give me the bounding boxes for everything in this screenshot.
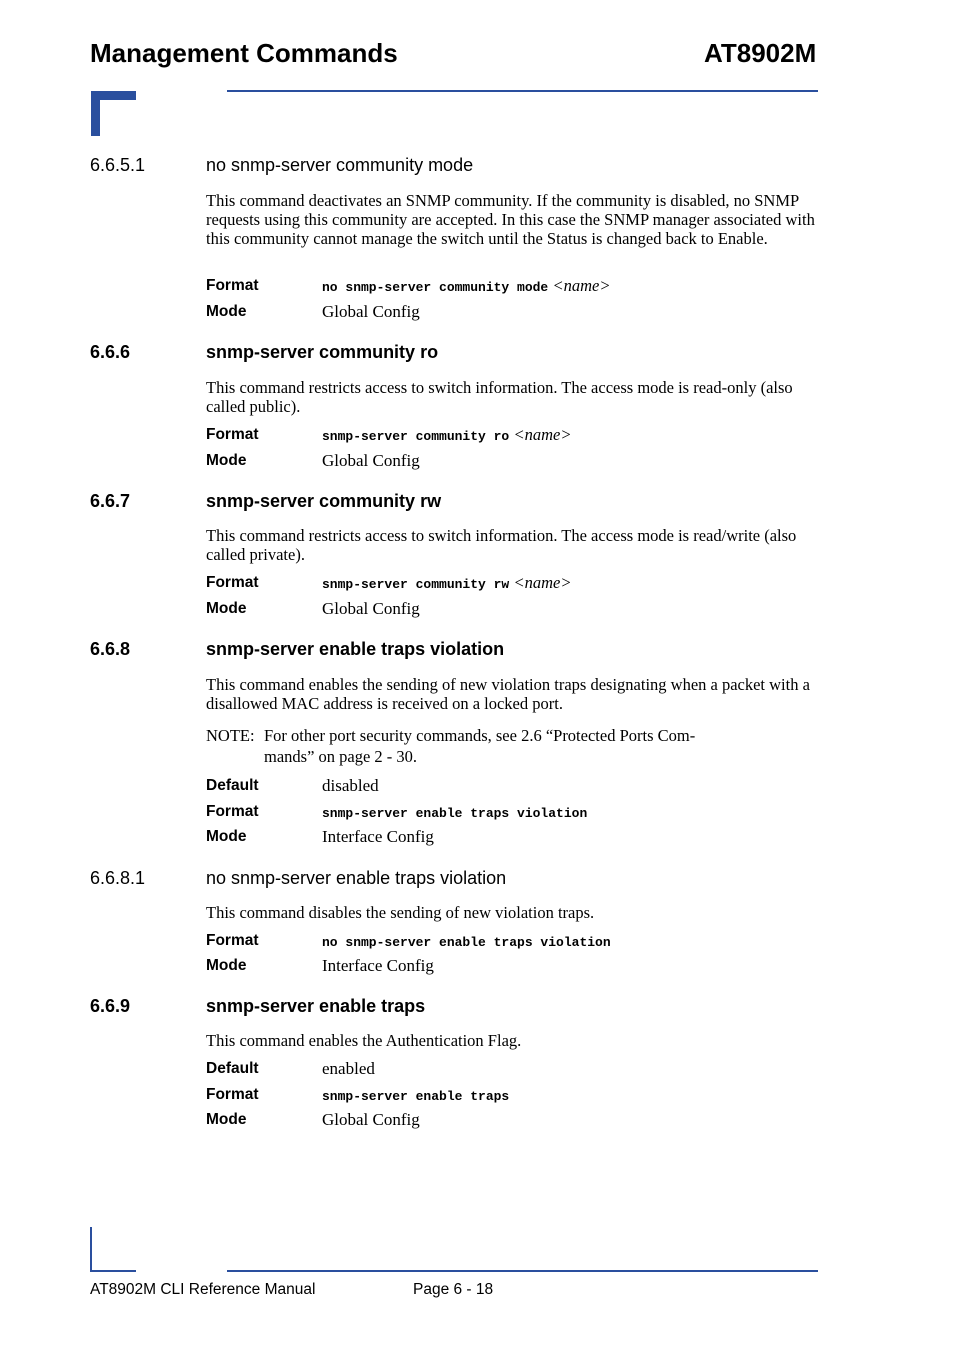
running-header-product: AT8902M xyxy=(704,38,817,68)
format-label: Format xyxy=(206,932,259,949)
format-label: Format xyxy=(206,574,259,591)
format-row xyxy=(206,275,816,297)
section-number: 6.6.7 xyxy=(90,491,131,511)
mode-value: Global Config xyxy=(322,451,420,470)
section-description: This command restricts access to switch information. The access mode is read/write (also called private). xyxy=(206,526,797,564)
default-label: Default xyxy=(206,777,259,794)
mode-value: Interface Config xyxy=(322,827,434,846)
default-value: enabled xyxy=(322,1059,375,1078)
footer-page-number: Page 6 - 18 xyxy=(413,1281,494,1298)
mode-row xyxy=(206,955,816,977)
format-command: snmp-server community rw xyxy=(322,577,510,592)
section-title: no snmp-server community mode xyxy=(206,155,474,175)
mode-value: Global Config xyxy=(322,1110,420,1129)
mode-label: Mode xyxy=(206,1111,247,1128)
format-label: Format xyxy=(206,803,259,820)
note-label: NOTE: xyxy=(206,726,255,745)
section-title: no snmp-server enable traps violation xyxy=(206,868,507,888)
footer-corner-vertical xyxy=(90,1227,92,1272)
section-title: snmp-server enable traps xyxy=(206,996,426,1016)
format-label: Format xyxy=(206,426,259,443)
mode-row xyxy=(206,598,816,620)
section-title: snmp-server enable traps violation xyxy=(206,639,505,659)
section-description: This command deactivates an SNMP community. If the community is disabled, no SNMP requests using this community are accepted. In this case the SNMP manager associated with this community cannot manage the switch until the Status is changed back to Enable. xyxy=(206,191,815,248)
mode-label: Mode xyxy=(206,828,247,845)
footer-corner-horizontal xyxy=(90,1270,136,1272)
format-argument: <name> xyxy=(513,425,572,444)
format-argument: <name> xyxy=(513,573,572,592)
default-value: disabled xyxy=(322,776,379,795)
section-heading xyxy=(90,867,834,889)
format-row xyxy=(206,572,816,594)
format-row xyxy=(206,1084,816,1106)
note-text-line-1: For other port security commands, see 2.6 “Protected Ports Com- xyxy=(264,726,696,745)
mode-label: Mode xyxy=(206,957,247,974)
section-number: 6.6.9 xyxy=(90,996,131,1016)
section-number: 6.6.6 xyxy=(90,342,131,362)
note-text-line-2: mands” on page 2 - 30. xyxy=(264,747,418,766)
default-row xyxy=(206,775,816,797)
format-command: no snmp-server community mode xyxy=(322,280,549,295)
format-row xyxy=(206,801,816,823)
format-argument: <name> xyxy=(552,276,611,295)
format-row xyxy=(206,930,816,952)
mode-row xyxy=(206,450,816,472)
section-heading xyxy=(90,490,834,512)
note-block xyxy=(206,725,766,767)
mode-value: Global Config xyxy=(322,302,420,321)
mode-row xyxy=(206,1109,816,1131)
running-header-title: Management Commands xyxy=(90,38,398,68)
format-command: snmp-server enable traps violation xyxy=(322,806,588,821)
mode-value: Interface Config xyxy=(322,956,434,975)
section-description: This command restricts access to switch information. The access mode is read-only (also called public). xyxy=(206,378,793,416)
format-command: snmp-server enable traps xyxy=(322,1089,510,1104)
footer-rule xyxy=(227,1270,818,1272)
corner-mark-left-bar xyxy=(91,91,100,136)
section-number: 6.6.8.1 xyxy=(90,868,146,888)
mode-label: Mode xyxy=(206,452,247,469)
default-row xyxy=(206,1058,816,1080)
mode-row xyxy=(206,826,816,848)
mode-label: Mode xyxy=(206,600,247,617)
format-label: Format xyxy=(206,277,259,294)
section-number: 6.6.8 xyxy=(90,639,131,659)
header-rule xyxy=(227,90,818,92)
default-label: Default xyxy=(206,1060,259,1077)
section-title: snmp-server community rw xyxy=(206,491,442,511)
format-row xyxy=(206,424,816,446)
footer-manual-title: AT8902M CLI Reference Manual xyxy=(90,1281,316,1298)
section-number: 6.6.5.1 xyxy=(90,155,146,175)
section-heading xyxy=(90,154,834,176)
section-description: This command disables the sending of new violation traps. xyxy=(206,903,595,922)
section-heading xyxy=(90,341,834,363)
mode-row xyxy=(206,301,816,323)
section-heading xyxy=(90,995,834,1017)
format-label: Format xyxy=(206,1086,259,1103)
section-description: This command enables the sending of new violation traps designating when a packet with a disallowed MAC address is received on a locked port. xyxy=(206,675,810,713)
format-command: snmp-server community ro xyxy=(322,429,510,444)
section-title: snmp-server community ro xyxy=(206,342,439,362)
section-heading xyxy=(90,638,834,660)
section-description: This command enables the Authentication Flag. xyxy=(206,1031,522,1050)
mode-label: Mode xyxy=(206,303,247,320)
format-command: no snmp-server enable traps violation xyxy=(322,935,611,950)
mode-value: Global Config xyxy=(322,599,420,618)
